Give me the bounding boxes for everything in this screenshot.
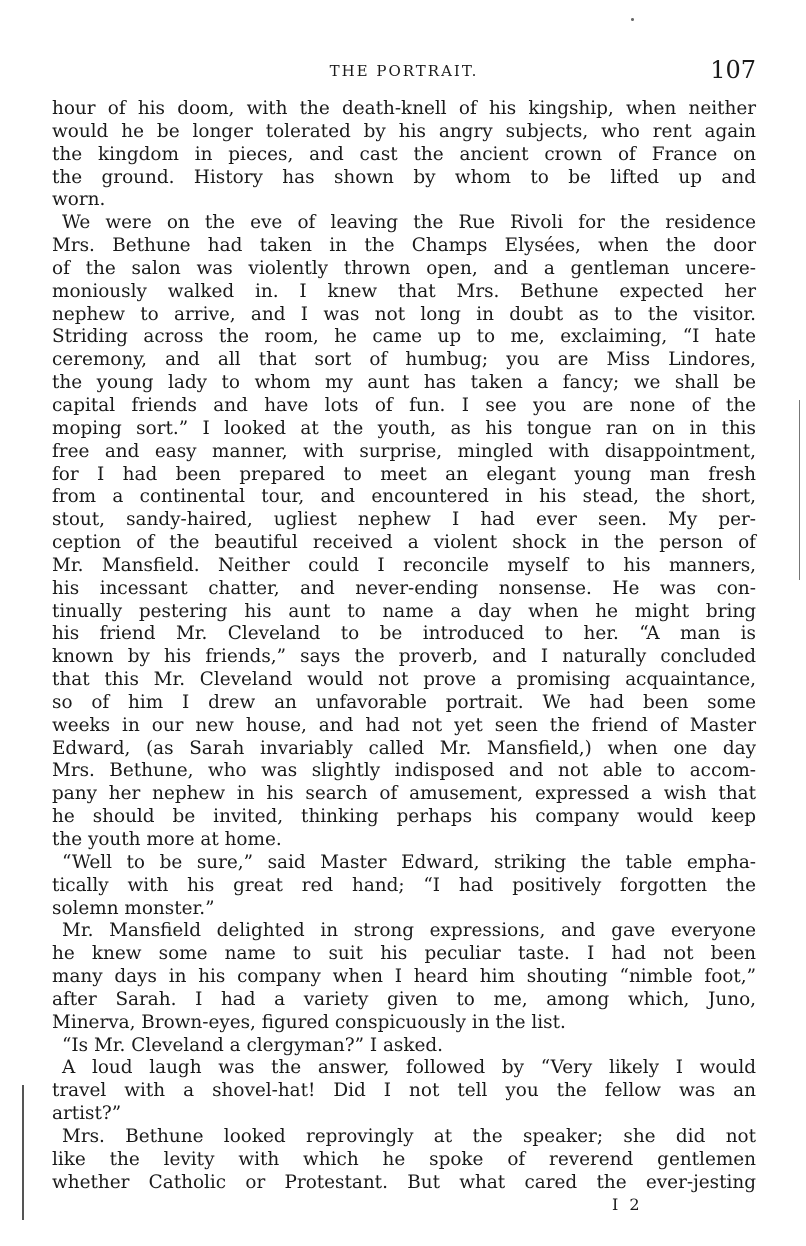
text-line: “Well to be sure,” said Master Edward, striking the table empha-: [62, 851, 756, 873]
text-line: weeks in our new house, and had not yet seen the friend of Master: [52, 714, 756, 736]
text-line: would he be longer tolerated by his angry subjects, who rent again: [52, 120, 756, 142]
text-line: We were on the eve of leaving the Rue Rivoli for the residence: [62, 212, 756, 234]
text-line: tinually pestering his aunt to name a day when he might bring: [52, 600, 756, 622]
text-line: for I had been prepared to meet an elegant young man fresh: [52, 463, 756, 485]
text-line: that this Mr. Cleveland would not prove a promising acquaintance,: [52, 669, 756, 691]
text-line: “Is Mr. Cleveland a clergyman?” I asked.: [62, 1034, 444, 1056]
body-text: [52, 98, 756, 1195]
text-line: the youth more at home.: [52, 829, 282, 850]
scan-speck: [631, 18, 634, 21]
text-line: the kingdom in pieces, and cast the ancient crown of France on: [52, 143, 756, 165]
text-line: tically with his great red hand; “I had positively forgotten the: [52, 874, 756, 896]
text-line: Minerva, Brown-eyes, figured conspicuously in the list.: [52, 1011, 566, 1033]
page-number: 107: [710, 56, 756, 84]
text-line: so of him I drew an unfavorable portrait. We had been some: [52, 691, 756, 713]
text-line: Striding across the room, he came up to me, exclaiming, “I hate: [52, 326, 756, 348]
scan-margin-line: [22, 1085, 24, 1220]
text-line: moping sort.” I looked at the youth, as his tongue ran on in this: [52, 417, 756, 439]
text-line: moniously walked in. I knew that Mrs. Bethune expected her: [52, 280, 756, 302]
text-line: whether Catholic or Protestant. But what cared the ever-jesting: [52, 1171, 756, 1193]
text-line: ceremony, and all that sort of humbug; you are Miss Lindores,: [52, 349, 756, 371]
text-line: of the salon was violently thrown open, and a gentleman uncere-: [52, 257, 756, 279]
text-line: stout, sandy-haired, ugliest nephew I had ever seen. My per-: [52, 509, 756, 531]
text-line: free and easy manner, with surprise, mingled with disappointment,: [52, 440, 756, 462]
text-line: like the levity with which he spoke of reverend gentlemen: [52, 1148, 756, 1170]
text-line: he should be invited, thinking perhaps his company would keep: [52, 806, 756, 828]
text-line: from a continental tour, and encountered in his stead, the short,: [52, 486, 756, 508]
text-line: ception of the beautiful received a violent shock in the person of: [52, 532, 756, 554]
text-line: the young lady to whom my aunt has taken a fancy; we shall be: [52, 372, 756, 394]
page-header: [52, 56, 756, 88]
text-line: travel with a shovel-hat! Did I not tell you the fellow was an: [52, 1080, 756, 1102]
text-line: capital friends and have lots of fun. I see you are none of the: [52, 394, 756, 416]
text-line: Mrs. Bethune looked reprovingly at the speaker; she did not: [62, 1125, 756, 1147]
running-title: THE PORTRAIT.: [329, 62, 479, 80]
text-line: Mr. Mansfield. Neither could I reconcile myself to his manners,: [52, 554, 756, 576]
text-line: his friend Mr. Cleveland to be introduced to her. “A man is: [52, 623, 756, 645]
text-line: Mrs. Bethune, who was slightly indisposed and not able to accom-: [52, 760, 756, 782]
text-line: pany her nephew in his search of amusement, expressed a wish that: [52, 783, 756, 805]
text-line: artist?”: [52, 1103, 122, 1125]
text-line: Mr. Mansfield delighted in strong expressions, and gave everyone: [62, 920, 756, 942]
text-line: A loud laugh was the answer, followed by “Very likely I would: [62, 1057, 756, 1079]
text-line: Edward, (as Sarah invariably called Mr. Mansfield,) when one day: [52, 737, 756, 759]
text-line: he knew some name to suit his peculiar taste. I had not been: [52, 943, 756, 965]
text-line: after Sarah. I had a variety given to me, among which, Juno,: [52, 988, 756, 1010]
text-line: many days in his company when I heard him shouting “nimble foot,”: [52, 966, 756, 988]
text-line: worn.: [52, 189, 106, 211]
scan-margin-line: [799, 400, 801, 580]
text-line: the ground. History has shown by whom to be lifted up and: [52, 166, 756, 188]
text-line: nephew to arrive, and I was not long in doubt as to the visitor.: [52, 303, 756, 325]
text-line: known by his friends,” says the proverb, and I naturally concluded: [52, 646, 756, 668]
text-line: solemn monster.”: [52, 897, 215, 919]
text-line: Mrs. Bethune had taken in the Champs Elysées, when the door: [52, 235, 756, 257]
signature-mark: I 2: [612, 1195, 643, 1214]
text-line: his incessant chatter, and never-ending nonsense. He was con-: [52, 577, 756, 599]
text-line: hour of his doom, with the death-knell of his kingship, when neither: [52, 98, 756, 119]
